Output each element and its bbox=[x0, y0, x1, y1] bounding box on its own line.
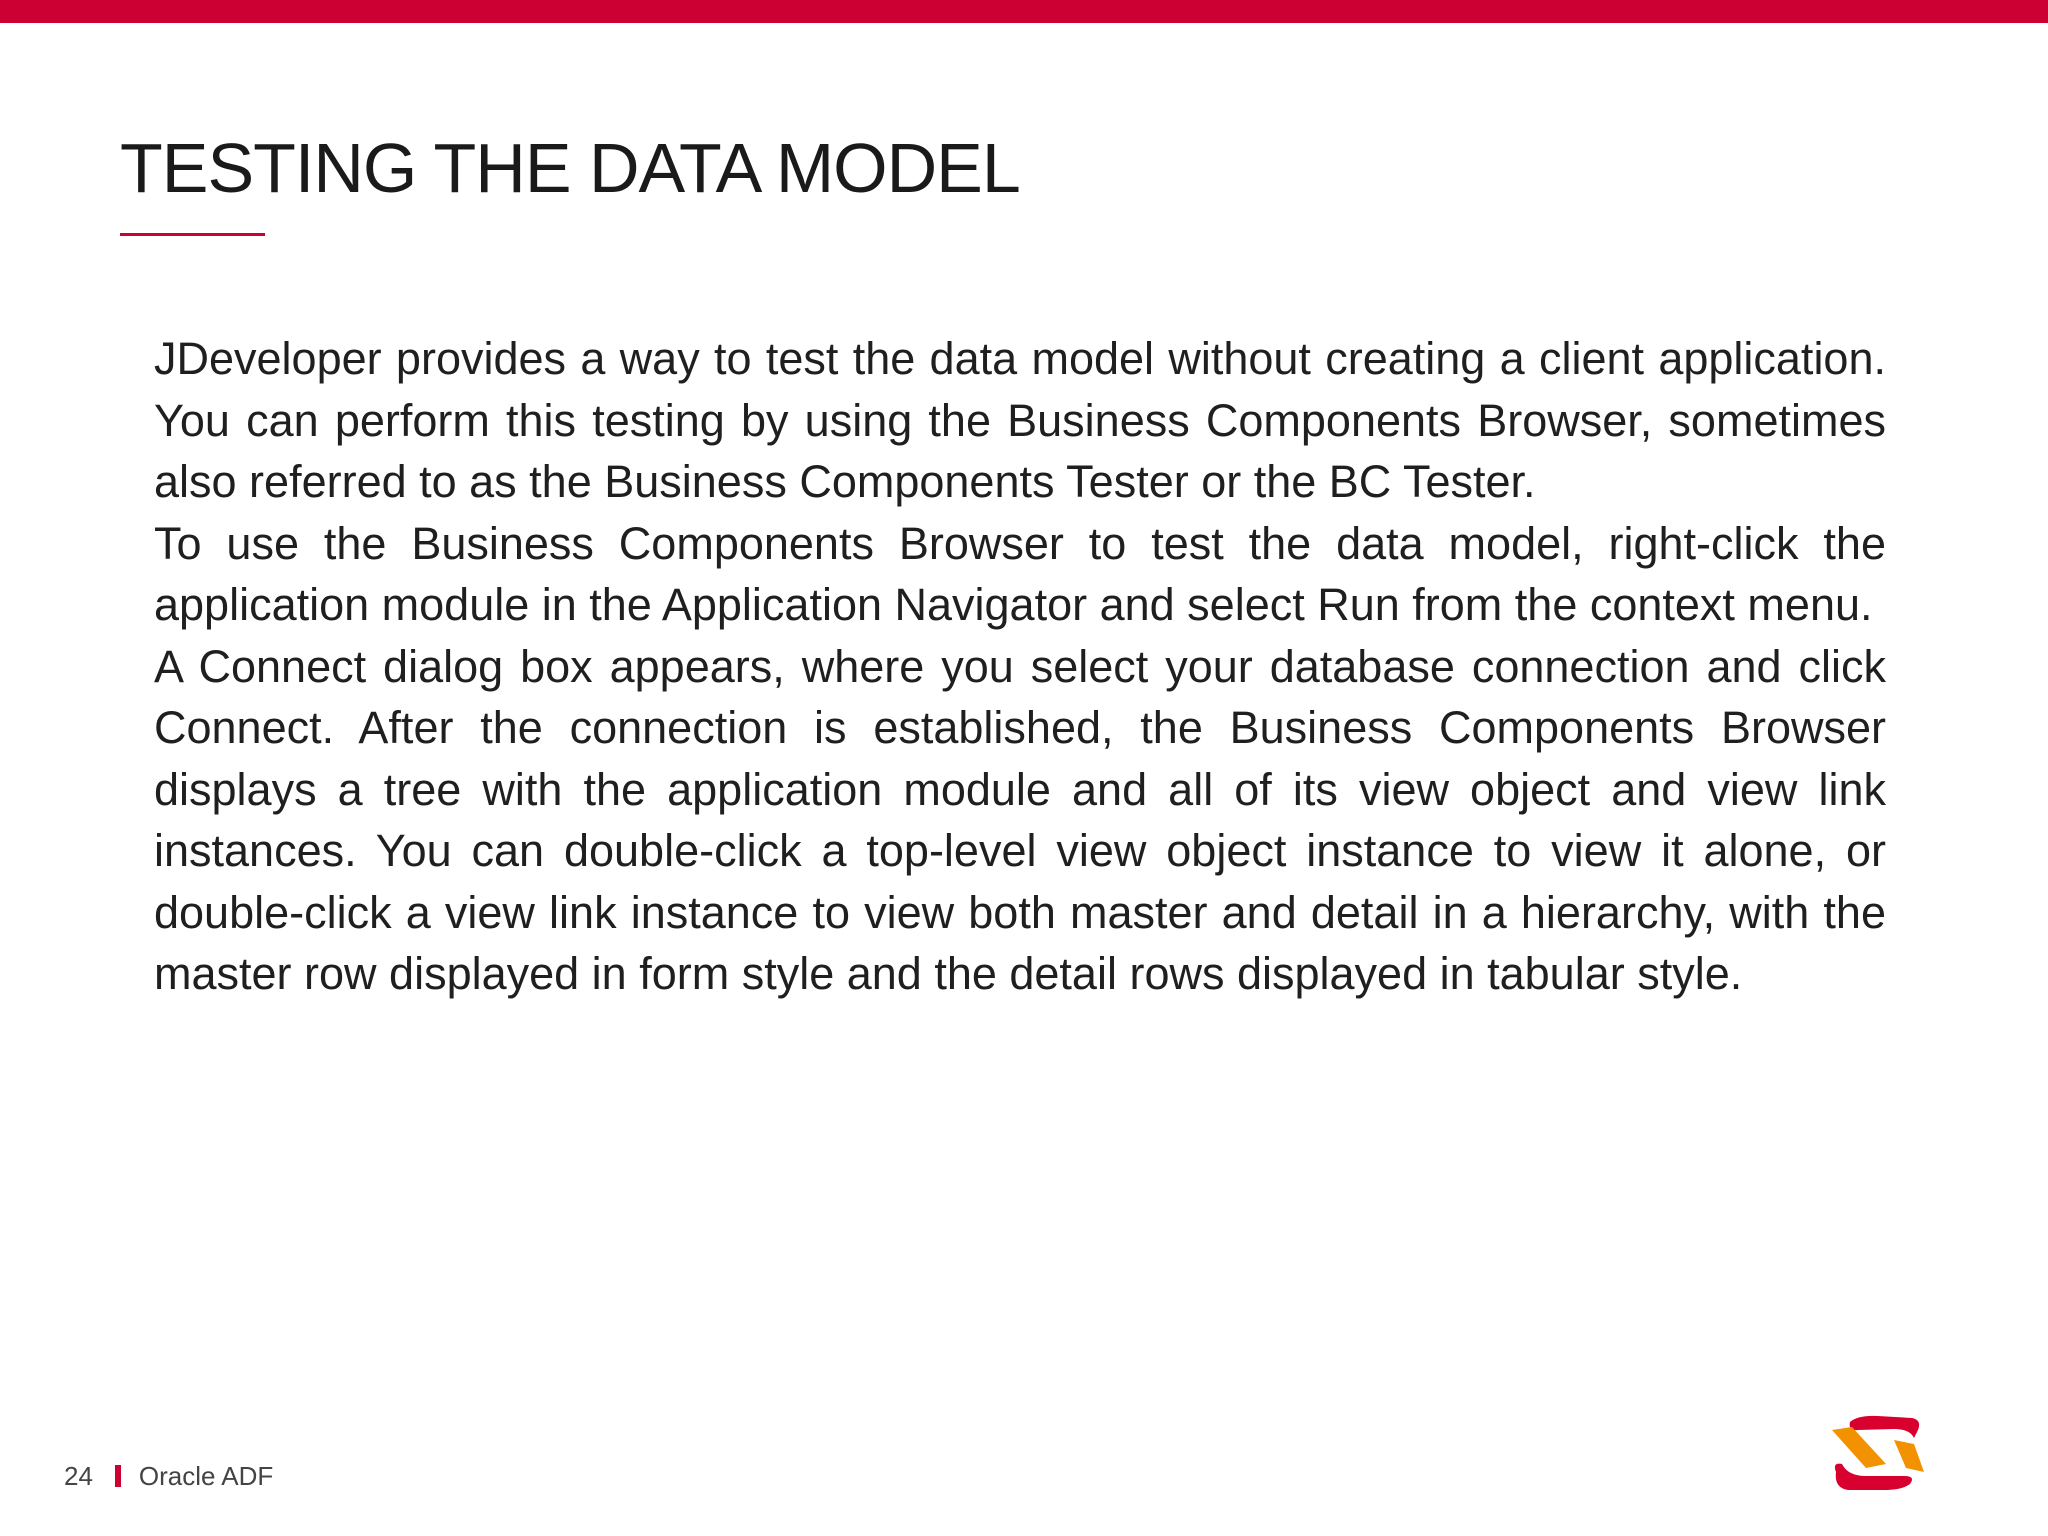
page-number: 24 bbox=[64, 1460, 93, 1491]
footer-separator bbox=[115, 1465, 121, 1487]
title-underline bbox=[120, 233, 265, 236]
logo-red-bottom-shape bbox=[1835, 1464, 1912, 1490]
logo-red-top-shape bbox=[1850, 1416, 1919, 1438]
logo-orange-right-shape bbox=[1894, 1440, 1924, 1472]
slide-footer bbox=[64, 1458, 273, 1494]
body-paragraph-1: JDeveloper provides a way to test the data model without creating a client application. You can perform this testing by using the Business Components Browser, sometimes also referred to as the Business Components Tester or the BC Tester. bbox=[154, 333, 1886, 507]
body-paragraph-2: To use the Business Components Browser to test the data model, right-click the application module in the Application Navigator and select Run from the context menu. bbox=[154, 517, 1886, 630]
course-title: Oracle ADF bbox=[138, 1460, 274, 1491]
body-paragraph-3: A Connect dialog box appears, where you select your database connection and click Connect. After the connection is established, the Business Components Browser displays a tree with the application module and all of its view object and view link instances. You can double-click a top-level view object instance to view it alone, or double-click a view link instance to view both master and detail in a hierarchy, with the master row displayed in form style and the detail rows displayed in tabular style. bbox=[154, 640, 1886, 999]
slide-body bbox=[154, 328, 1886, 1005]
brand-s-logo-icon bbox=[1828, 1414, 1928, 1492]
top-accent-bar bbox=[0, 0, 2048, 23]
slide-title: TESTING THE DATA MODEL bbox=[120, 129, 1020, 207]
logo-orange-left-shape bbox=[1832, 1427, 1886, 1468]
